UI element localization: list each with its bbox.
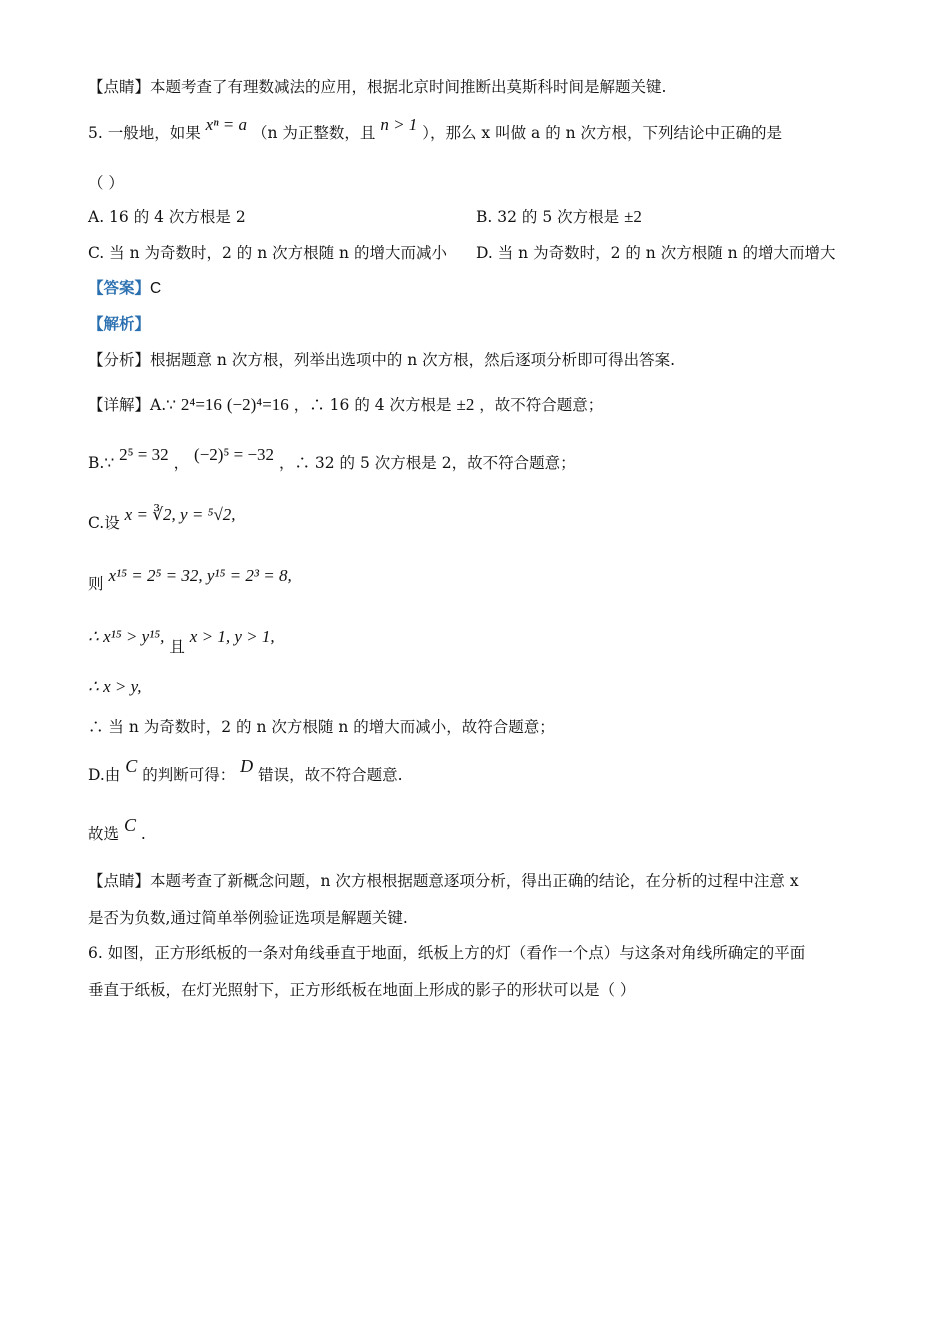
detail-c xyxy=(88,505,236,534)
text-line: 【点睛】本题考查了新概念问题，n 次方根根据题意逐项分析，得出正确的结论，在分析的过程中注意 x xyxy=(88,872,799,890)
answer xyxy=(88,277,161,300)
formula: x¹⁵ = 2⁵ = 32, y¹⁵ = 2³ = 8, xyxy=(108,566,292,585)
text: （n 为正整数，且 xyxy=(251,124,376,142)
formula: xⁿ = a xyxy=(205,115,248,134)
option-c: C. 当 n 为奇数时，2 的 n 次方根随 n 的增大而减小 xyxy=(88,244,447,262)
formula: (−2)⁴=16 xyxy=(226,395,289,414)
option-d: D. 当 n 为奇数时，2 的 n 次方根随 n 的增大而增大 xyxy=(476,244,836,262)
formula: 2⁵ = 32 xyxy=(119,445,169,464)
option-a: A. 16 的 4 次方根是 2 xyxy=(88,208,246,226)
detail-therefore-2 xyxy=(88,676,141,698)
formula: D xyxy=(240,756,254,776)
text: . xyxy=(140,825,146,843)
final-choice xyxy=(88,815,146,845)
text-line: 是否为负数,通过简单举例验证选项是解题关键. xyxy=(88,909,408,927)
formula: x = ∛2, y = ⁵√2, xyxy=(124,505,236,524)
text: ，∴ 16 的 4 次方根是 xyxy=(293,396,452,414)
text: 错误，故不符合题意. xyxy=(258,766,403,784)
text: D.由 xyxy=(88,766,121,784)
answer-value: C xyxy=(150,280,162,297)
text: ， xyxy=(173,454,190,472)
formula: ±2 xyxy=(456,395,475,414)
text: 且 xyxy=(169,638,185,656)
text: ），那么 x 叫做 a 的 n 次方根，下列结论中正确的是 xyxy=(422,124,783,142)
question-6: 6. 如图，正方形纸板的一条对角线垂直于地面，纸板上方的灯（看作一个点）与这条对角线所确定的平面 xyxy=(88,944,806,962)
detail-therefore-1 xyxy=(88,626,275,656)
formula: C xyxy=(125,756,138,776)
formula: ∴ x¹⁵ > y¹⁵, xyxy=(88,627,165,646)
text: 故选 xyxy=(88,825,120,843)
question-paren: （ ） xyxy=(88,174,124,192)
detail-a xyxy=(88,394,603,416)
detail-b xyxy=(88,445,576,474)
text: 则 xyxy=(88,575,104,593)
text: 的判断可得： xyxy=(142,766,236,784)
text-line: ∴ 当 n 为奇数时，2 的 n 次方根随 n 的增大而减小，故符合题意； xyxy=(88,718,555,736)
text: 5. 一般地，如果 xyxy=(88,124,201,142)
text: C.设 xyxy=(88,514,120,532)
formula: 2⁴=16 xyxy=(180,395,222,414)
analysis-label: 【解析】 xyxy=(88,314,151,333)
formula: C xyxy=(123,815,136,835)
detail-then xyxy=(88,566,292,595)
answer-label: 【答案】 xyxy=(88,278,151,297)
formula: (−2)⁵ = −32 xyxy=(194,445,275,464)
text: ，∴ 32 的 5 次方根是 2，故不符合题意； xyxy=(278,454,576,472)
option-b xyxy=(476,206,642,228)
text: 【详解】A.∵ xyxy=(88,396,176,414)
text: ，故不符合题意； xyxy=(479,396,604,414)
text: B. 32 的 5 次方根是 xyxy=(476,208,620,226)
formula: x > 1, y > 1, xyxy=(189,627,275,646)
text: B.∵ xyxy=(88,454,115,472)
formula: n > 1 xyxy=(380,115,418,134)
formula: ∴ x > y, xyxy=(88,677,142,696)
detail-d xyxy=(88,756,403,786)
formula: ±2 xyxy=(624,207,642,226)
question-6: 垂直于纸板，在灯光照射下，正方形纸板在地面上形成的影子的形状可以是（ ） xyxy=(88,981,636,999)
text-line: 【点睛】本题考查了有理数减法的应用，根据北京时间推断出莫斯科时间是解题关键. xyxy=(88,78,667,96)
text-line: 【分析】根据题意 n 次方根，列举出选项中的 n 次方根，然后逐项分析即可得出答案. xyxy=(88,351,676,369)
question-5 xyxy=(88,115,783,144)
